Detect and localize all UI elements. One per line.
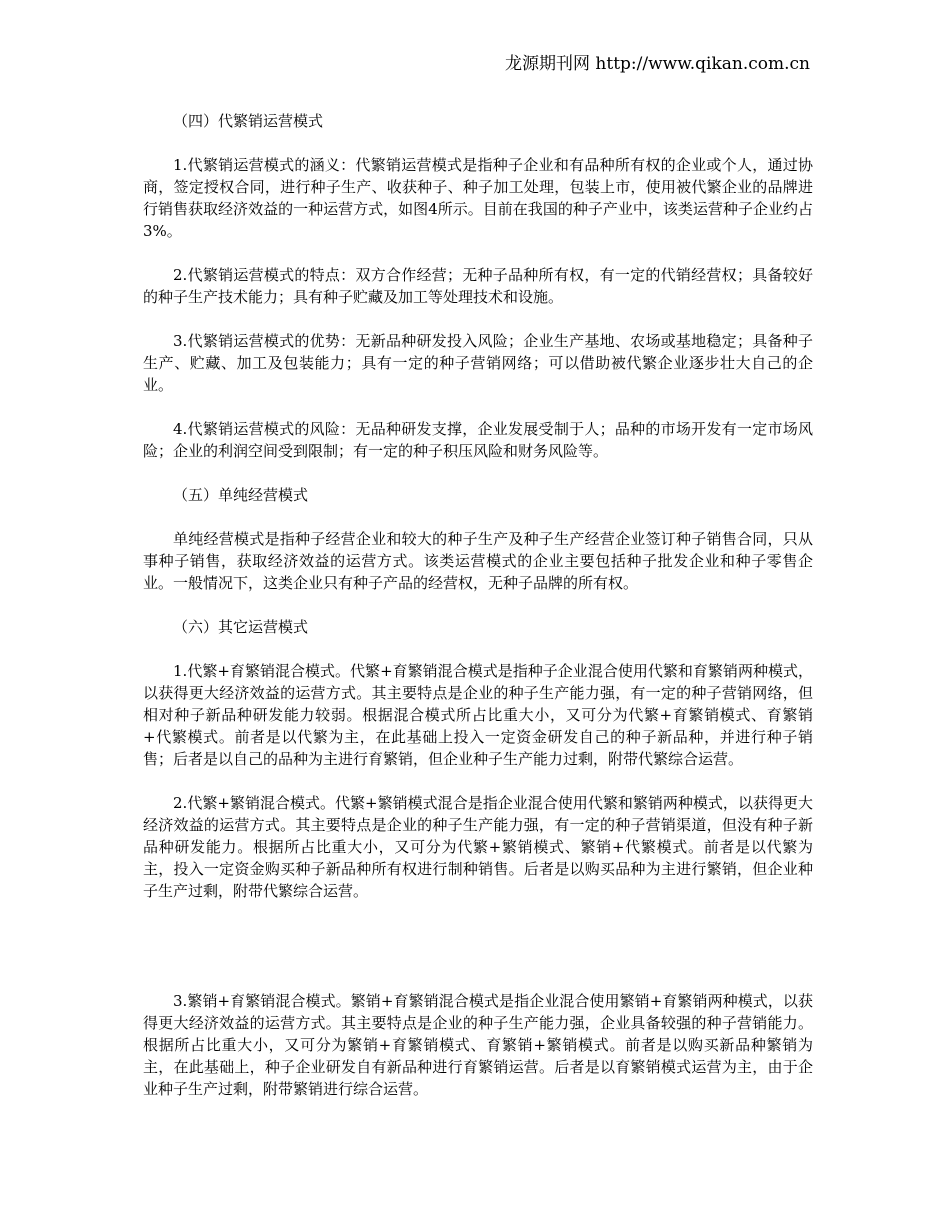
- paragraph-s4-1: 1.代繁销运营模式的涵义：代繁销运营模式是指种子企业和有品种所有权的企业或个人，通过协商，签定授权合同，进行种子生产、收获种子、种子加工处理，包装上市，使用被代繁企业的品牌进行销售获取经济效益的一种运营方式，如图4所示。目前在我国的种子产业中，该类运营种子企业约占3%。: [143, 156, 813, 240]
- paragraph-s6-2: 2.代繁+繁销混合模式。代繁+繁销模式混合是指企业混合使用代繁和繁销两种模式，以获得更大经济效益的运营方式。其主要特点是企业的种子生产能力强，有一定的种子营销渠道，但没有种子新品种研发能力。根据所占比重大小，又可分为代繁+繁销模式、繁销+代繁模式。前者是以代繁为主，投入一定资金购买种子新品种所有权进行制种销售。后者是以购买品种为主进行繁销，但企业种子生产过剩，附带代繁综合运营。: [143, 794, 813, 900]
- section-heading-5: （五）单纯经营模式: [173, 486, 309, 504]
- blank-gap: [143, 924, 813, 990]
- paragraph-s6-1: 1.代繁+育繁销混合模式。代繁+育繁销混合模式是指种子企业混合使用代繁和育繁销两种模式，以获得更大经济效益的运营方式。其主要特点是企业的种子生产能力强，有一定的种子营销网络，但相对种子新品种研发能力较弱。根据混合模式所占比重大小，又可分为代繁+育繁销模式、育繁销+代繁模式。前者是以代繁为主，在此基础上投入一定资金研发自己的种子新品种，并进行种子销售；后者是以自己的品种为主进行育繁销，但企业种子生产能力过剩，附带代繁综合运营。: [143, 662, 813, 768]
- document-body: [143, 110, 813, 1122]
- section-heading-4: （四）代繁销运营模式: [173, 112, 324, 130]
- paragraph-s4-3: 3.代繁销运营模式的优势：无新品种研发投入风险；企业生产基地、农场或基地稳定；具备种子生产、贮藏、加工及包装能力；具有一定的种子营销网络；可以借助被代繁企业逐步壮大自己的企业。: [143, 332, 813, 394]
- paragraph-s5-1: 单纯经营模式是指种子经营企业和较大的种子生产及种子生产经营企业签订种子销售合同，只从事种子销售，获取经济效益的运营方式。该类运营模式的企业主要包括种子批发企业和种子零售企业。一般情况下，这类企业只有种子产品的经营权，无种子品牌的所有权。: [143, 530, 813, 592]
- paragraph-s4-4: 4.代繁销运营模式的风险：无品种研发支撑，企业发展受制于人；品种的市场开发有一定市场风险；企业的利润空间受到限制；有一定的种子积压风险和财务风险等。: [143, 420, 813, 460]
- site-header: 龙源期刊网 http://www.qikan.com.cn: [505, 54, 810, 74]
- paragraph-s6-3: 3.繁销+育繁销混合模式。繁销+育繁销混合模式是指企业混合使用繁销+育繁销两种模式，以获得更大经济效益的运营方式。其主要特点是企业的种子生产能力强，企业具备较强的种子营销能力。根据所占比重大小，又可分为繁销+育繁销模式、育繁销+繁销模式。前者是以购买新品种繁销为主，在此基础上，种子企业研发自有新品种进行育繁销运营。后者是以育繁销模式运营为主，由于企业种子生产过剩，附带繁销进行综合运营。: [143, 992, 813, 1098]
- paragraph-s4-2: 2.代繁销运营模式的特点：双方合作经营；无种子品种所有权，有一定的代销经营权；具备较好的种子生产技术能力；具有种子贮藏及加工等处理技术和设施。: [143, 266, 813, 306]
- section-heading-6: （六）其它运营模式: [173, 618, 309, 636]
